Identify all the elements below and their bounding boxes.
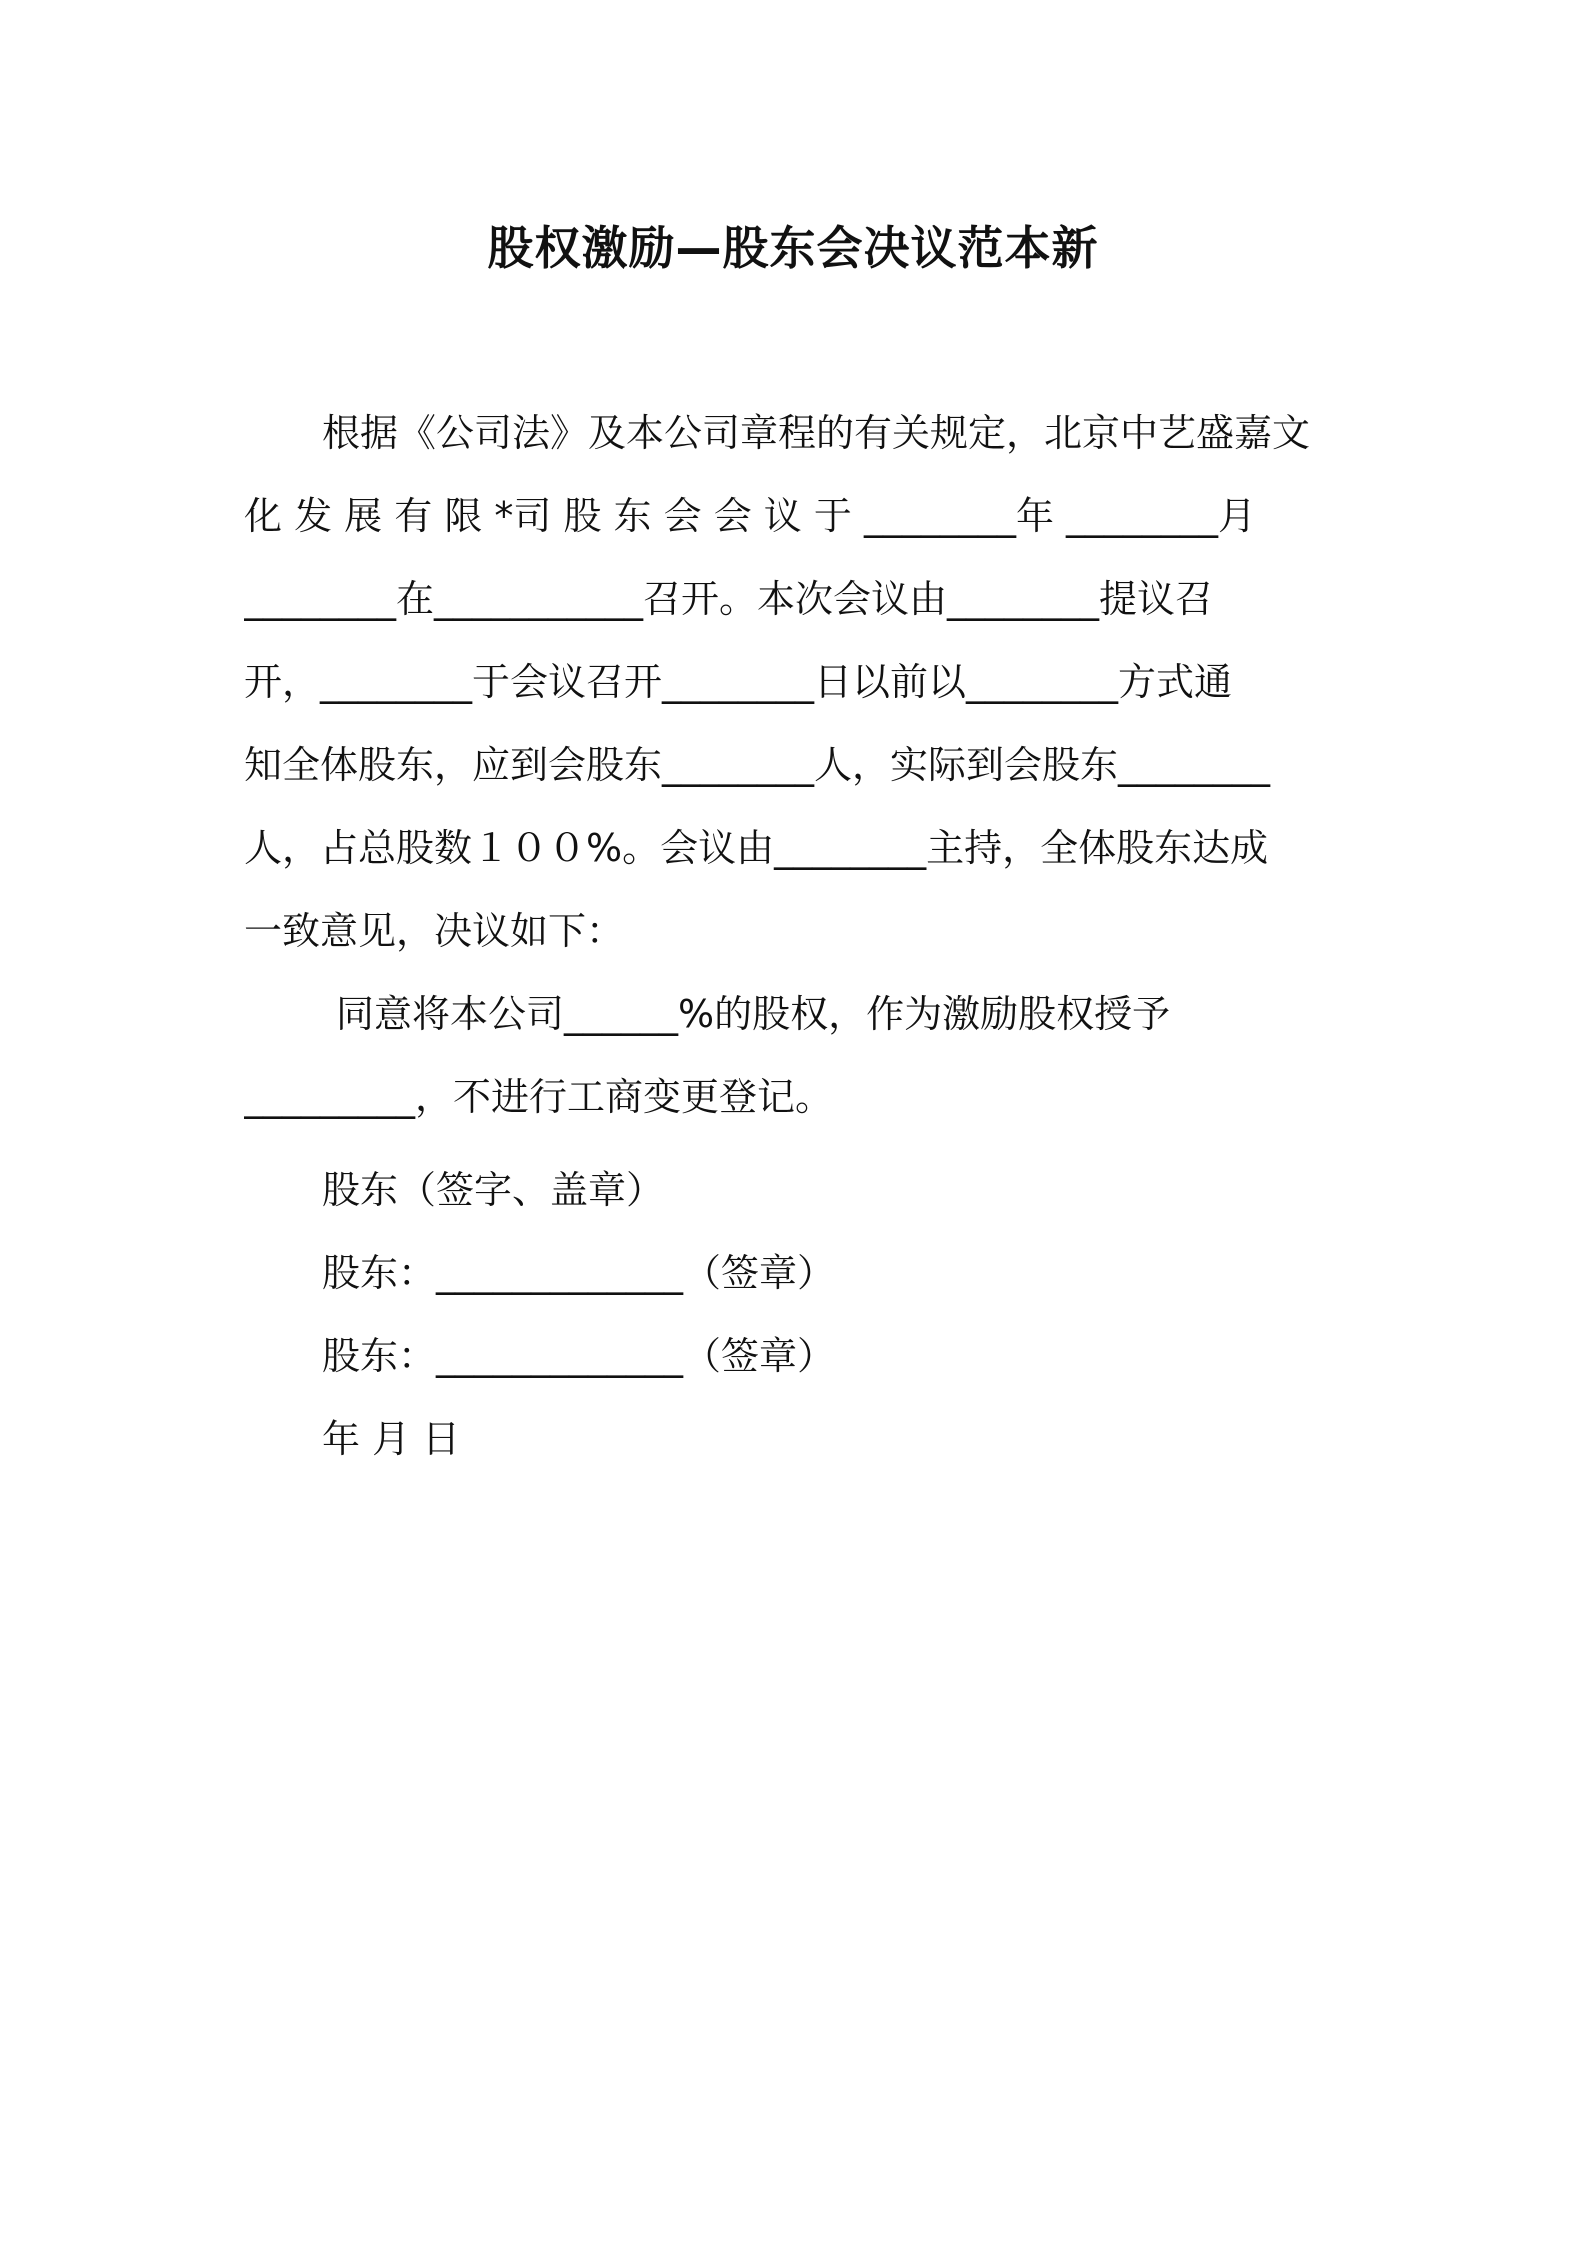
signature-heading: 股东（签字、盖章）: [322, 1168, 665, 1212]
shareholder-signature-line: 股东：_____________（签章）: [322, 1251, 836, 1295]
paragraph-line: 一致意见，决议如下：: [244, 909, 625, 953]
signature-date: 年 月 日: [322, 1417, 461, 1461]
grant-line: _________，不进行工商变更登记。: [244, 1075, 834, 1119]
paragraph-line: 根据《公司法》及本公司章程的有关规定，北京中艺盛嘉文: [322, 411, 1311, 455]
paragraph-line: ________在___________召开。本次会议由________提议召: [244, 577, 1214, 621]
paragraph-line: 知全体股东，应到会股东________人，实际到会股东________: [244, 743, 1271, 787]
document-title: 股权激励—股东会决议范本新: [487, 221, 1099, 275]
paragraph-line: 化 发 展 有 限 *司 股 东 会 会 议 于 ________年 ________月: [244, 494, 1257, 538]
shareholder-signature-line: 股东：_____________（签章）: [322, 1334, 836, 1378]
resolution-paragraph: [244, 392, 1354, 1139]
grant-line: 同意将本公司______%的股权，作为激励股权授予: [336, 992, 1171, 1036]
paragraph-line: 人，占总股数１００%。会议由________主持，全体股东达成: [244, 826, 1269, 870]
paragraph-line: 开，________于会议召开________日以前以________方式通: [244, 660, 1233, 704]
